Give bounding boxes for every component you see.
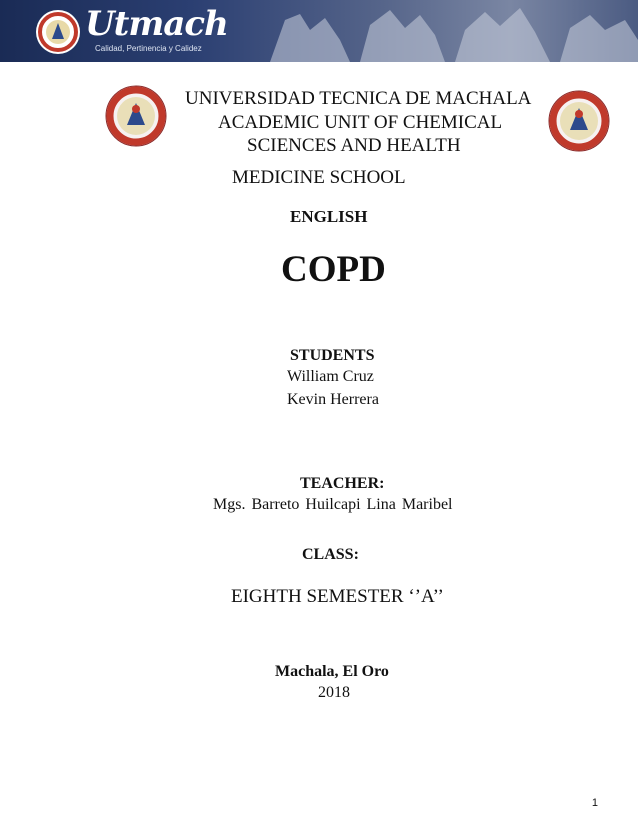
teacher-label: TEACHER:	[300, 475, 385, 492]
page-number: 1	[591, 797, 598, 809]
academic-unit-line1: ACADEMIC UNIT OF CHEMICAL	[218, 112, 503, 133]
student-name: William Cruz	[287, 368, 374, 385]
place: Machala, El Oro	[275, 663, 389, 680]
university-name: UNIVERSIDAD TECNICA DE MACHALA	[185, 88, 532, 109]
document-topic: COPD	[281, 249, 386, 290]
teacher-name: Mgs. Barreto Huilcapi Lina Maribel	[213, 496, 453, 513]
header-banner	[0, 0, 638, 62]
year: 2018	[318, 684, 350, 701]
university-seal-left-icon	[105, 85, 167, 147]
class-value: EIGHTH SEMESTER ‘’A’’	[231, 586, 444, 607]
academic-unit-line2: SCIENCES AND HEALTH	[247, 135, 461, 156]
class-label: CLASS:	[302, 546, 359, 563]
banner-statue-silhouettes	[230, 0, 638, 62]
utmach-seal-icon	[35, 9, 81, 55]
brand-tagline: Calidad, Pertinencia y Calidez	[95, 44, 202, 53]
brand-name: Utmach	[85, 4, 228, 44]
school-name: MEDICINE SCHOOL	[232, 167, 406, 188]
university-seal-right-icon	[548, 90, 610, 152]
subject-title: ENGLISH	[290, 207, 368, 226]
student-name: Kevin Herrera	[287, 391, 379, 408]
students-label: STUDENTS	[290, 347, 375, 364]
